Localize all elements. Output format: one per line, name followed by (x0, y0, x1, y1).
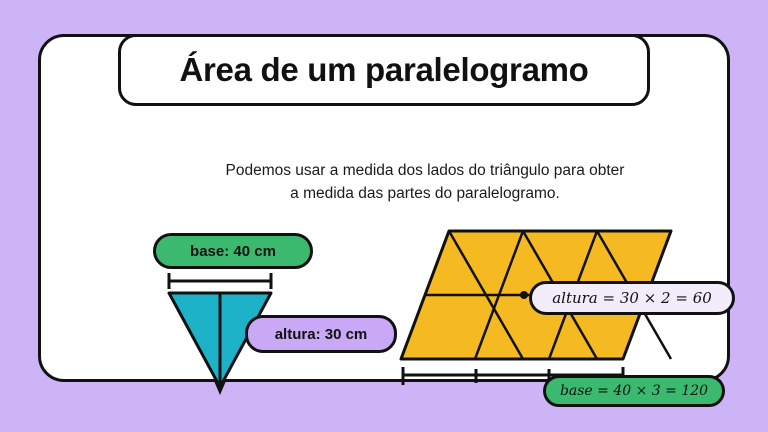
label-base-right-text: base = 40 × 3 = 120 (559, 383, 709, 399)
subtitle-line-2: a medida das partes do paralelogramo. (290, 185, 560, 202)
label-base-left-text: base: 40 cm (190, 242, 276, 260)
triangle-base-measure (169, 273, 271, 289)
label-altura-right-text: altura = 30 × 2 = 60 (552, 289, 712, 307)
title-box (118, 34, 650, 106)
label-altura-left-text: altura: 30 cm (274, 325, 368, 343)
label-base-right (543, 375, 725, 407)
triangle-apex-marker (214, 381, 226, 395)
label-altura-right (529, 281, 735, 315)
parallelogram-center-dot (520, 291, 528, 299)
subtitle (125, 159, 725, 205)
page-title: Área de um paralelogramo (179, 51, 589, 88)
subtitle-line-1: Podemos usar a medida dos lados do triângulo para obter (225, 162, 625, 179)
label-base-left (153, 233, 313, 269)
label-altura-left (245, 315, 397, 353)
